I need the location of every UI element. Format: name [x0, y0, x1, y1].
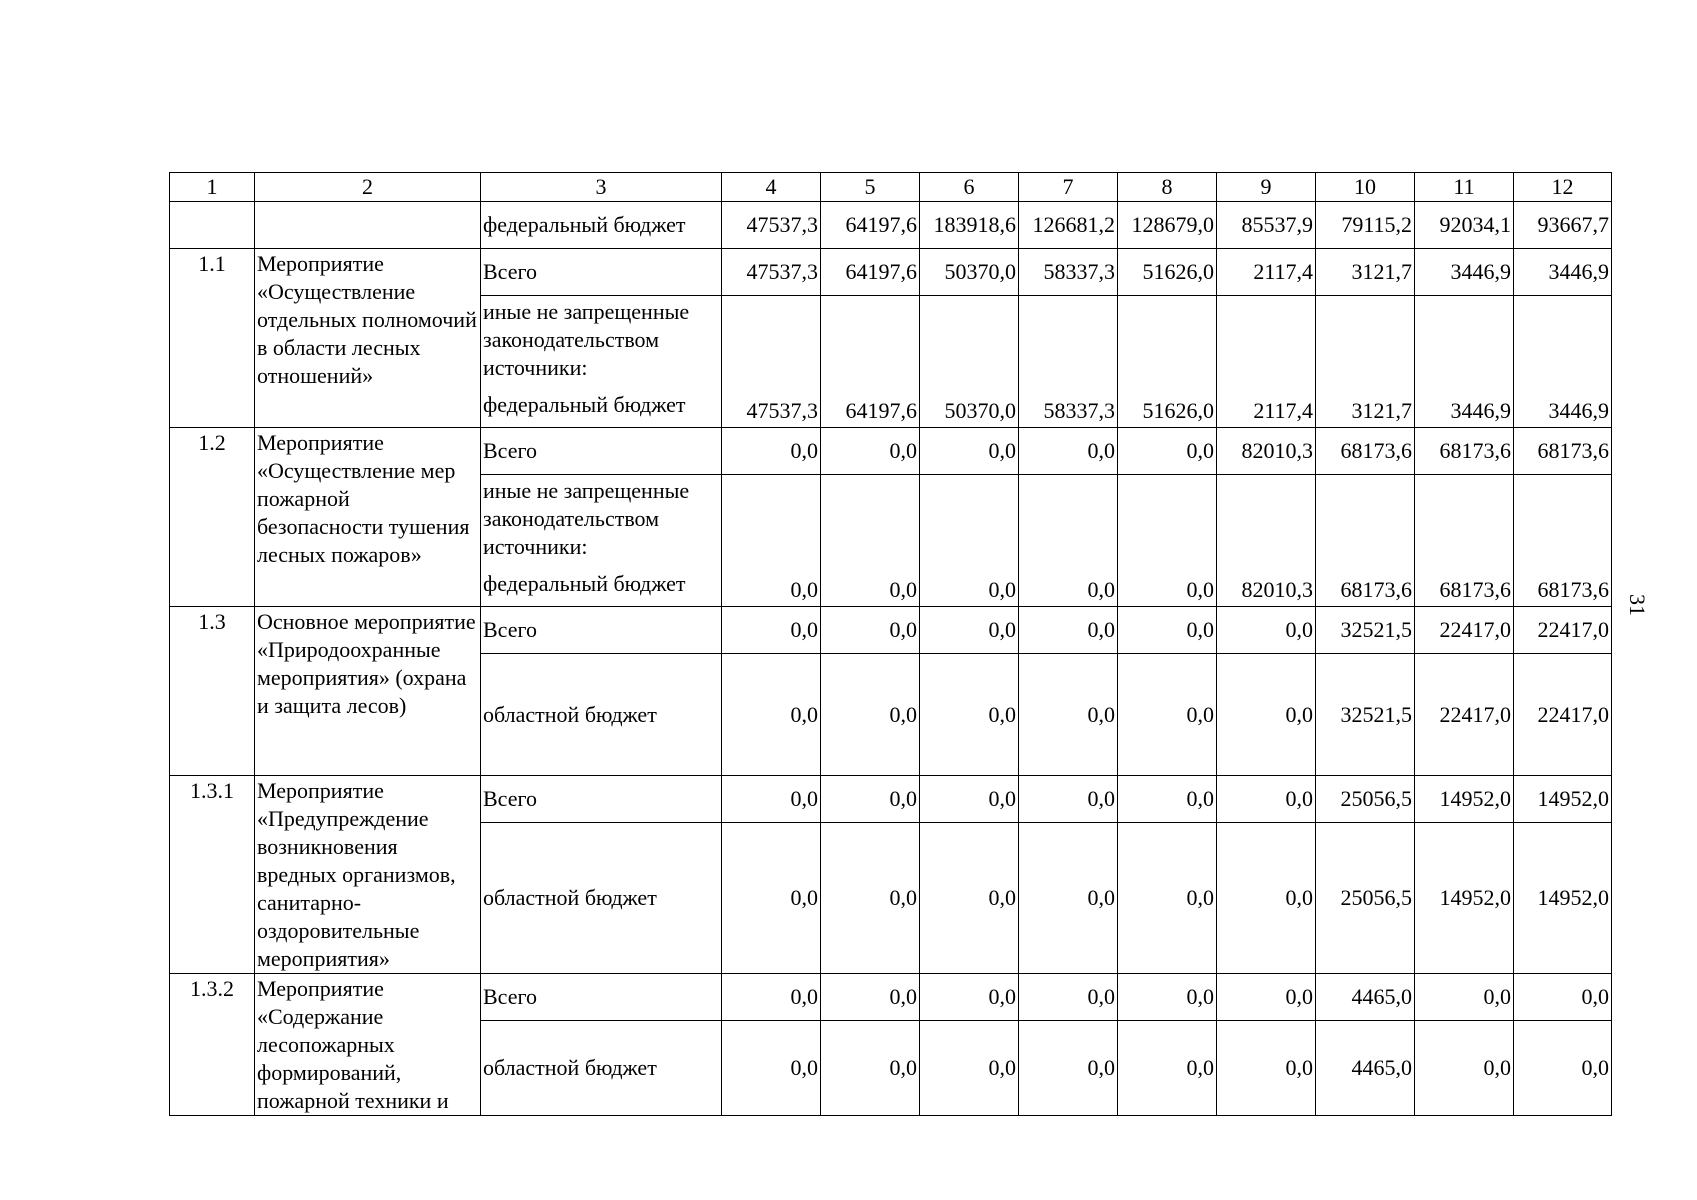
value-cell: 0,0 [722, 776, 821, 823]
value-cell: 51626,0 [1118, 296, 1217, 428]
value-cell: 64197,6 [821, 202, 920, 249]
value-cell: 0,0 [722, 823, 821, 974]
value-cell: 50370,0 [920, 249, 1019, 296]
source-cell: Всего [481, 607, 722, 654]
code-cell [170, 202, 255, 249]
value-cell: 25056,5 [1316, 823, 1415, 974]
value-cell: 68173,6 [1415, 428, 1514, 475]
value-cell: 0,0 [1217, 776, 1316, 823]
header-cell: 3 [481, 173, 722, 202]
header-cell: 2 [255, 173, 481, 202]
table-row [170, 428, 1612, 475]
value-cell: 0,0 [920, 823, 1019, 974]
value-cell: 22417,0 [1514, 607, 1612, 654]
value-cell: 0,0 [1019, 1021, 1118, 1116]
value-cell: 0,0 [1118, 428, 1217, 475]
value-cell: 64197,6 [821, 249, 920, 296]
value-cell: 0,0 [1118, 1021, 1217, 1116]
header-cell: 1 [170, 173, 255, 202]
value-cell: 0,0 [1019, 607, 1118, 654]
value-cell: 3446,9 [1415, 296, 1514, 428]
source-label: иные не запрещенные законодательством источники: [483, 299, 690, 380]
value-cell: 93667,7 [1514, 202, 1612, 249]
name-cell: Мероприятие «Предупреждение возникновения вредных организмов, санитарно-оздоровительные мероприятия» [255, 776, 481, 974]
value-cell: 92034,1 [1415, 202, 1514, 249]
name-cell: Мероприятие «Содержание лесопожарных формирований, пожарной техники и [255, 974, 481, 1116]
value-cell: 0,0 [920, 776, 1019, 823]
value-cell: 79115,2 [1316, 202, 1415, 249]
value-cell: 0,0 [1118, 776, 1217, 823]
value-cell: 0,0 [1118, 654, 1217, 776]
value-cell: 82010,3 [1217, 428, 1316, 475]
value-cell: 3446,9 [1415, 249, 1514, 296]
value-cell: 68173,6 [1316, 428, 1415, 475]
value-cell: 0,0 [920, 974, 1019, 1021]
value-cell: 47537,3 [722, 249, 821, 296]
value-cell: 0,0 [821, 1021, 920, 1116]
value-cell: 58337,3 [1019, 249, 1118, 296]
value-cell: 0,0 [821, 823, 920, 974]
value-cell: 68173,6 [1514, 428, 1612, 475]
value-cell: 3121,7 [1316, 296, 1415, 428]
value-cell: 4465,0 [1316, 1021, 1415, 1116]
value-cell: 126681,2 [1019, 202, 1118, 249]
value-cell: 68173,6 [1415, 475, 1514, 607]
value-cell: 0,0 [821, 654, 920, 776]
source-cell: областной бюджет [481, 654, 722, 776]
value-cell: 0,0 [1514, 1021, 1612, 1116]
code-cell: 1.3 [170, 607, 255, 776]
source-label: иные не запрещенные законодательством источники: [483, 478, 690, 559]
value-cell: 0,0 [920, 475, 1019, 607]
value-cell: 0,0 [1217, 823, 1316, 974]
value-cell: 0,0 [920, 428, 1019, 475]
value-cell: 0,0 [920, 1021, 1019, 1116]
value-cell: 0,0 [821, 475, 920, 607]
value-cell: 25056,5 [1316, 776, 1415, 823]
value-cell: 14952,0 [1415, 823, 1514, 974]
sub-source-label: федеральный бюджет [483, 392, 686, 417]
value-cell: 0,0 [722, 1021, 821, 1116]
value-cell: 14952,0 [1514, 776, 1612, 823]
value-cell: 0,0 [1217, 1021, 1316, 1116]
source-cell: Всего [481, 974, 722, 1021]
name-cell: Мероприятие «Осуществление отдельных полномочий в области лесных отношений» [255, 249, 481, 428]
code-cell: 1.1 [170, 249, 255, 428]
value-cell: 47537,3 [722, 202, 821, 249]
value-cell: 0,0 [1019, 654, 1118, 776]
value-cell: 0,0 [722, 475, 821, 607]
table-row [170, 776, 1612, 823]
value-cell: 68173,6 [1316, 475, 1415, 607]
header-row [170, 173, 1612, 202]
value-cell: 3121,7 [1316, 249, 1415, 296]
value-cell: 0,0 [821, 974, 920, 1021]
value-cell: 47537,3 [722, 296, 821, 428]
value-cell: 0,0 [1118, 607, 1217, 654]
page-number: 31 [1625, 594, 1650, 616]
value-cell: 58337,3 [1019, 296, 1118, 428]
value-cell: 183918,6 [920, 202, 1019, 249]
value-cell: 68173,6 [1514, 475, 1612, 607]
source-cell: федеральный бюджет [481, 202, 722, 249]
name-cell: Основное мероприятие «Природоохранные мероприятия» (охрана и защита лесов) [255, 607, 481, 776]
value-cell: 2117,4 [1217, 249, 1316, 296]
value-cell: 0,0 [722, 974, 821, 1021]
code-cell: 1.2 [170, 428, 255, 607]
value-cell: 22417,0 [1415, 607, 1514, 654]
value-cell: 0,0 [1019, 974, 1118, 1021]
value-cell: 0,0 [1019, 475, 1118, 607]
value-cell: 50370,0 [920, 296, 1019, 428]
code-cell: 1.3.1 [170, 776, 255, 974]
value-cell: 0,0 [1415, 1021, 1514, 1116]
value-cell: 64197,6 [821, 296, 920, 428]
header-cell: 12 [1514, 173, 1612, 202]
header-cell: 9 [1217, 173, 1316, 202]
value-cell: 4465,0 [1316, 974, 1415, 1021]
source-cell: Всего [481, 776, 722, 823]
header-cell: 4 [722, 173, 821, 202]
value-cell: 0,0 [722, 607, 821, 654]
value-cell: 0,0 [1217, 607, 1316, 654]
value-cell: 0,0 [722, 428, 821, 475]
header-cell: 11 [1415, 173, 1514, 202]
value-cell: 0,0 [722, 654, 821, 776]
source-cell: Всего [481, 428, 722, 475]
value-cell: 0,0 [1118, 974, 1217, 1021]
sub-source-label: федеральный бюджет [483, 571, 686, 596]
value-cell: 0,0 [1217, 654, 1316, 776]
value-cell: 0,0 [920, 654, 1019, 776]
header-cell: 6 [920, 173, 1019, 202]
value-cell: 51626,0 [1118, 249, 1217, 296]
table-row [170, 202, 1612, 249]
value-cell: 32521,5 [1316, 607, 1415, 654]
source-cell [481, 475, 722, 607]
value-cell: 14952,0 [1415, 776, 1514, 823]
value-cell: 0,0 [1217, 974, 1316, 1021]
value-cell: 82010,3 [1217, 475, 1316, 607]
value-cell: 0,0 [1514, 974, 1612, 1021]
header-cell: 10 [1316, 173, 1415, 202]
source-cell: Всего [481, 249, 722, 296]
value-cell: 2117,4 [1217, 296, 1316, 428]
value-cell: 3446,9 [1514, 296, 1612, 428]
value-cell: 0,0 [1415, 974, 1514, 1021]
name-cell: Мероприятие «Осуществление мер пожарной безопасности тушения лесных пожаров» [255, 428, 481, 607]
value-cell: 14952,0 [1514, 823, 1612, 974]
table-row [170, 974, 1612, 1021]
header-cell: 8 [1118, 173, 1217, 202]
value-cell: 0,0 [1118, 475, 1217, 607]
value-cell: 0,0 [1118, 823, 1217, 974]
budget-table [169, 172, 1612, 1116]
name-cell [255, 202, 481, 249]
value-cell: 128679,0 [1118, 202, 1217, 249]
code-cell: 1.3.2 [170, 974, 255, 1116]
value-cell: 0,0 [1019, 428, 1118, 475]
source-cell: областной бюджет [481, 1021, 722, 1116]
header-cell: 7 [1019, 173, 1118, 202]
source-cell: областной бюджет [481, 823, 722, 974]
value-cell: 85537,9 [1217, 202, 1316, 249]
value-cell: 0,0 [1019, 823, 1118, 974]
value-cell: 22417,0 [1415, 654, 1514, 776]
table-row [170, 607, 1612, 654]
value-cell: 3446,9 [1514, 249, 1612, 296]
value-cell: 0,0 [920, 607, 1019, 654]
value-cell: 0,0 [1019, 776, 1118, 823]
value-cell: 0,0 [821, 607, 920, 654]
value-cell: 0,0 [821, 428, 920, 475]
source-cell [481, 296, 722, 428]
value-cell: 22417,0 [1514, 654, 1612, 776]
table-row [170, 249, 1612, 296]
value-cell: 32521,5 [1316, 654, 1415, 776]
value-cell: 0,0 [821, 776, 920, 823]
header-cell: 5 [821, 173, 920, 202]
